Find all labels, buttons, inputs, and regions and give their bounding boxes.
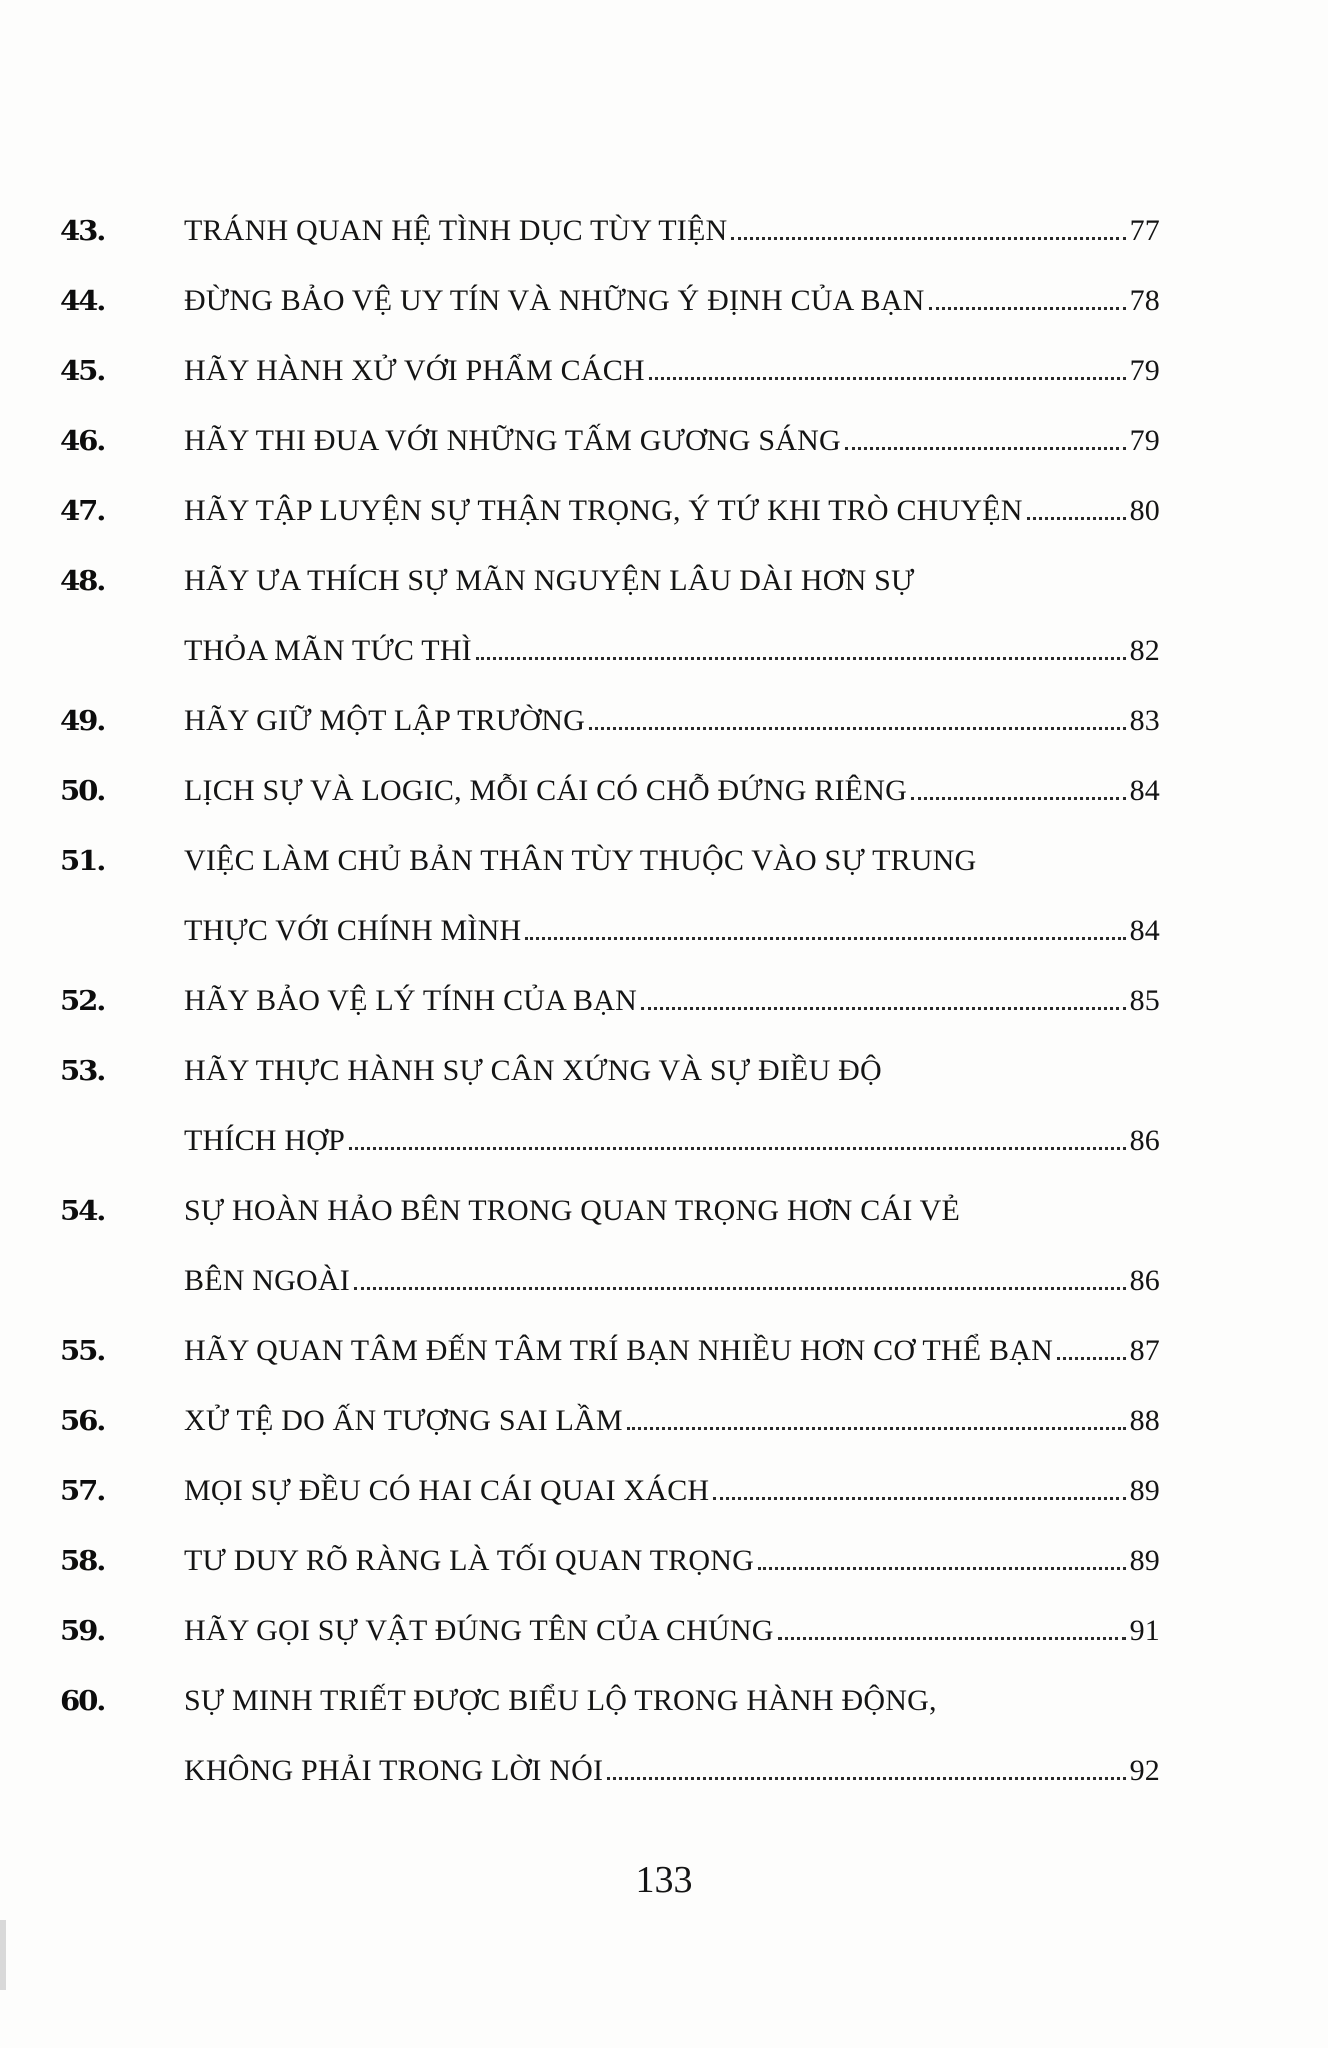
dot-leader xyxy=(731,215,1125,240)
dot-leader xyxy=(929,285,1126,310)
dot-leader xyxy=(1027,495,1126,520)
toc-entry xyxy=(60,1456,1160,1526)
entry-number: 60. xyxy=(60,1685,105,1717)
entry-number: 45. xyxy=(60,355,105,387)
toc-line xyxy=(60,1036,1160,1106)
entry-page-number: 84 xyxy=(1129,914,1160,947)
toc-line xyxy=(60,476,1160,546)
entry-number: 50. xyxy=(60,775,105,807)
toc-line xyxy=(60,826,1160,896)
entry-number: 49. xyxy=(60,705,105,737)
entry-title: HÃY THỰC HÀNH SỰ CÂN XỨNG VÀ SỰ ĐIỀU ĐỘ xyxy=(184,1054,882,1087)
entry-page-number: 86 xyxy=(1129,1264,1160,1297)
entry-title: XỬ TỆ DO ẤN TƯỢNG SAI LẦM xyxy=(184,1404,623,1437)
dot-leader xyxy=(476,635,1126,660)
toc-line xyxy=(60,756,1160,826)
dot-leader xyxy=(758,1545,1126,1570)
dot-leader xyxy=(845,425,1126,450)
entry-title: HÃY THI ĐUA VỚI NHỮNG TẤM GƯƠNG SÁNG xyxy=(184,424,841,457)
entry-title: HÃY BẢO VỆ LÝ TÍNH CỦA BẠN xyxy=(184,984,637,1017)
entry-title: HÃY ƯA THÍCH SỰ MÃN NGUYỆN LÂU DÀI HƠN SỰ xyxy=(184,564,915,597)
toc-line xyxy=(60,616,1160,686)
toc-entry xyxy=(60,196,1160,266)
entry-page-number: 80 xyxy=(1129,494,1160,527)
toc-line xyxy=(60,266,1160,336)
toc-entry xyxy=(60,406,1160,476)
entry-title: KHÔNG PHẢI TRONG LỜI NÓI xyxy=(184,1754,604,1787)
dot-leader xyxy=(649,355,1126,380)
entry-title: TƯ DUY RÕ RÀNG LÀ TỐI QUAN TRỌNG xyxy=(184,1544,754,1577)
entry-title: HÃY GỌI SỰ VẬT ĐÚNG TÊN CỦA CHÚNG xyxy=(184,1614,774,1647)
dot-leader xyxy=(641,985,1126,1010)
entry-title: HÃY GIỮ MỘT LẬP TRƯỜNG xyxy=(184,704,585,737)
entry-title: SỰ HOÀN HẢO BÊN TRONG QUAN TRỌNG HƠN CÁI VẺ xyxy=(184,1194,961,1227)
entry-title: HÃY HÀNH XỬ VỚI PHẨM CÁCH xyxy=(184,354,645,387)
entry-page-number: 92 xyxy=(1129,1754,1160,1787)
dot-leader xyxy=(778,1615,1126,1640)
toc-entry xyxy=(60,1526,1160,1596)
entry-number: 47. xyxy=(60,495,105,527)
dot-leader xyxy=(713,1475,1125,1500)
entry-page-number: 89 xyxy=(1129,1474,1160,1507)
entry-number: 53. xyxy=(60,1055,105,1087)
toc-line xyxy=(60,1106,1160,1176)
entry-page-number: 84 xyxy=(1129,774,1160,807)
scan-edge-mark xyxy=(0,1920,6,1990)
toc-line xyxy=(60,1316,1160,1386)
dot-leader xyxy=(589,705,1126,730)
entry-number: 51. xyxy=(60,845,105,877)
toc-entry xyxy=(60,266,1160,336)
entry-number: 57. xyxy=(60,1475,105,1507)
dot-leader xyxy=(349,1125,1126,1150)
toc-entry xyxy=(60,1386,1160,1456)
toc-entry xyxy=(60,546,1160,686)
toc-line xyxy=(60,1736,1160,1806)
entry-page-number: 78 xyxy=(1129,284,1160,317)
entry-page-number: 87 xyxy=(1129,1334,1160,1367)
toc-line xyxy=(60,196,1160,266)
toc-line xyxy=(60,1596,1160,1666)
toc-line xyxy=(60,1246,1160,1316)
entry-title: SỰ MINH TRIẾT ĐƯỢC BIỂU LỘ TRONG HÀNH ĐỘNG, xyxy=(184,1684,937,1717)
entry-page-number: 77 xyxy=(1129,214,1160,247)
entry-title: HÃY QUAN TÂM ĐẾN TÂM TRÍ BẠN NHIỀU HƠN CƠ THỂ BẠN xyxy=(184,1334,1053,1367)
entry-page-number: 85 xyxy=(1129,984,1160,1017)
dot-leader xyxy=(354,1265,1126,1290)
entry-page-number: 82 xyxy=(1129,634,1160,667)
entry-title: THỎA MÃN TỨC THÌ xyxy=(184,634,472,667)
toc-entry xyxy=(60,1176,1160,1316)
toc-entry xyxy=(60,1036,1160,1176)
entry-page-number: 86 xyxy=(1129,1124,1160,1157)
toc-entry xyxy=(60,686,1160,756)
entry-page-number: 91 xyxy=(1129,1614,1160,1647)
toc-line xyxy=(60,1176,1160,1246)
table-of-contents xyxy=(60,196,1160,1806)
entry-number: 55. xyxy=(60,1335,105,1367)
toc-entry xyxy=(60,336,1160,406)
toc-entry xyxy=(60,966,1160,1036)
dot-leader xyxy=(627,1405,1126,1430)
toc-line xyxy=(60,336,1160,406)
toc-entry xyxy=(60,1316,1160,1386)
dot-leader xyxy=(525,915,1125,940)
toc-line xyxy=(60,1456,1160,1526)
entry-number: 56. xyxy=(60,1405,105,1437)
entry-number: 44. xyxy=(60,285,105,317)
toc-line xyxy=(60,1526,1160,1596)
toc-line xyxy=(60,1666,1160,1736)
toc-line xyxy=(60,966,1160,1036)
entry-title: MỌI SỰ ĐỀU CÓ HAI CÁI QUAI XÁCH xyxy=(184,1474,710,1507)
entry-page-number: 89 xyxy=(1129,1544,1160,1577)
entry-page-number: 88 xyxy=(1129,1404,1160,1437)
entry-page-number: 79 xyxy=(1129,424,1160,457)
entry-number: 54. xyxy=(60,1195,105,1227)
entry-title: HÃY TẬP LUYỆN SỰ THẬN TRỌNG, Ý TỨ KHI TRÒ CHUYỆN xyxy=(184,494,1023,527)
entry-title: THÍCH HỢP xyxy=(184,1124,345,1157)
page-number: 133 xyxy=(635,1859,693,1901)
toc-entry xyxy=(60,1666,1160,1806)
entry-title: VIỆC LÀM CHỦ BẢN THÂN TÙY THUỘC VÀO SỰ TRUNG xyxy=(184,844,977,877)
entry-page-number: 83 xyxy=(1129,704,1160,737)
entry-title: TRÁNH QUAN HỆ TÌNH DỤC TÙY TIỆN xyxy=(184,214,728,247)
toc-entry xyxy=(60,756,1160,826)
entry-number: 58. xyxy=(60,1545,105,1577)
dot-leader xyxy=(911,775,1126,800)
entry-number: 59. xyxy=(60,1615,105,1647)
toc-line xyxy=(60,896,1160,966)
toc-line xyxy=(60,406,1160,476)
entry-title: THỰC VỚI CHÍNH MÌNH xyxy=(184,914,522,947)
entry-page-number: 79 xyxy=(1129,354,1160,387)
entry-title: ĐỪNG BẢO VỆ UY TÍN VÀ NHỮNG Ý ĐỊNH CỦA BẠN xyxy=(184,284,925,317)
entry-title: BÊN NGOÀI xyxy=(184,1264,350,1297)
toc-entry xyxy=(60,476,1160,546)
dot-leader xyxy=(1057,1335,1126,1360)
toc-line xyxy=(60,546,1160,616)
dot-leader xyxy=(607,1755,1125,1780)
toc-line xyxy=(60,686,1160,756)
entry-number: 48. xyxy=(60,565,105,597)
entry-title: LỊCH SỰ VÀ LOGIC, MỖI CÁI CÓ CHỖ ĐỨNG RIÊNG xyxy=(184,774,907,807)
toc-line xyxy=(60,1386,1160,1456)
toc-entry xyxy=(60,1596,1160,1666)
entry-number: 46. xyxy=(60,425,105,457)
entry-number: 43. xyxy=(60,215,105,247)
entry-number: 52. xyxy=(60,985,105,1017)
toc-entry xyxy=(60,826,1160,966)
